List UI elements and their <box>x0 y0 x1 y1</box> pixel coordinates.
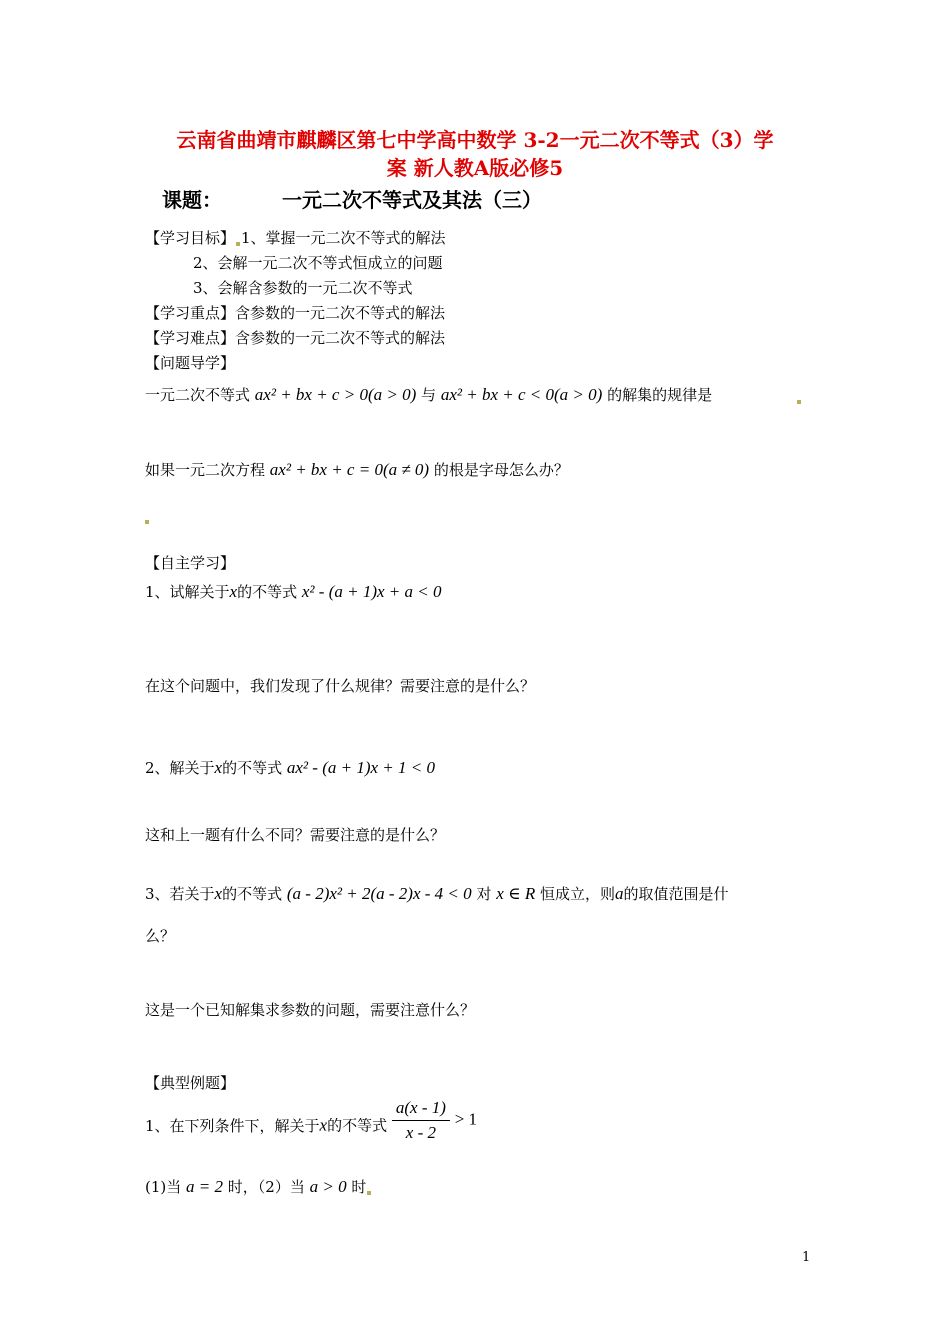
condition-tail: 时 <box>351 1178 367 1196</box>
marker-dot <box>236 242 240 246</box>
document-title-line2: 案 新人教A版必修5 <box>386 156 564 180</box>
focus-label: 【学习重点】 <box>145 304 236 322</box>
guide-q1-tail: 的解集的规律是 <box>607 386 713 404</box>
quadratic-equation: ax² + bx + c = 0(a ≠ 0) <box>269 460 430 479</box>
difficulty-line <box>145 328 445 348</box>
marker-dot <box>797 400 801 404</box>
problem-2 <box>145 758 435 778</box>
guide-q2-text: 如果一元二次方程 <box>145 461 266 479</box>
variable-x: x <box>229 582 238 601</box>
fraction-denominator: x - 2 <box>405 1123 437 1142</box>
course-label: 课题： <box>162 188 222 212</box>
examples-label: 【典型例题】 <box>145 1074 236 1092</box>
problem-1-text-b: 的不等式 <box>237 583 298 601</box>
problem-1-question: 在这个问题中，我们发现了什么规律？需要注意的是什么？ <box>145 677 536 695</box>
self-study-label: 【自主学习】 <box>145 554 236 572</box>
problem-2-inequality: ax² - (a + 1)x + 1 < 0 <box>286 758 435 777</box>
example-1-text: 1、在下列条件下，解关于 <box>145 1116 320 1135</box>
domain-condition: x ∈ R <box>496 884 536 903</box>
problem-3 <box>145 884 729 904</box>
example-1-conditions <box>145 1177 372 1197</box>
document-title-line1: 云南省曲靖市麒麟区第七中学高中数学 3-2一元二次不等式（3）学 <box>176 128 774 152</box>
variable-a: a <box>615 884 624 903</box>
condition-2: a > 0 <box>309 1177 347 1196</box>
example-1 <box>145 1098 477 1143</box>
difficulty-label: 【学习难点】 <box>145 329 236 347</box>
problem-3-inequality: (a - 2)x² + 2(a - 2)x - 4 < 0 <box>286 884 472 903</box>
page-number: 1 <box>802 1250 811 1265</box>
problem-3-text-c: 对 <box>476 885 492 903</box>
problem-1 <box>145 582 441 602</box>
guide-label: 【问题导学】 <box>145 354 236 372</box>
problem-3-question: 这是一个已知解集求参数的问题，需要注意什么？ <box>145 1001 476 1019</box>
rational-inequality-fraction <box>392 1098 450 1143</box>
problem-3-text: 3、若关于 <box>145 885 215 903</box>
problem-2-text: 2、解关于 <box>145 759 215 777</box>
problem-1-inequality: x² - (a + 1)x + a < 0 <box>301 582 442 601</box>
condition-1-label: (1)当 <box>145 1178 182 1196</box>
guide-question-2 <box>145 460 569 480</box>
example-1-text-b: 的不等式 <box>327 1116 388 1135</box>
focus-text: 含参数的一元二次不等式的解法 <box>235 304 446 322</box>
marker-dot <box>145 520 149 524</box>
problem-3-text-e: 的取值范围是什 <box>623 885 729 903</box>
guide-q2-tail: 的根是字母怎么办？ <box>433 461 569 479</box>
course-heading <box>162 184 542 213</box>
goals-label: 【学习目标】 <box>145 229 236 247</box>
variable-x: x <box>214 758 223 777</box>
goals-line1 <box>145 228 446 248</box>
goal-item-2: 2、会解一元二次不等式恒成立的问题 <box>193 254 443 272</box>
course-name: 一元二次不等式及其法（三） <box>282 188 542 212</box>
focus-line <box>145 303 445 323</box>
variable-x: x <box>319 1115 328 1135</box>
fraction-numerator: a(x - 1) <box>392 1098 450 1121</box>
goal-item-3: 3、会解含参数的一元二次不等式 <box>193 279 413 297</box>
problem-3-continuation: 么？ <box>145 927 176 945</box>
variable-x: x <box>214 884 223 903</box>
condition-2-label: 时，（2）当 <box>227 1178 305 1196</box>
guide-question-1 <box>145 385 712 405</box>
problem-1-text: 1、试解关于 <box>145 583 230 601</box>
marker-dot <box>367 1191 371 1195</box>
problem-2-text-b: 的不等式 <box>222 759 283 777</box>
guide-q1-text: 一元二次不等式 <box>145 386 251 404</box>
condition-1: a = 2 <box>186 1177 224 1196</box>
difficulty-text: 含参数的一元二次不等式的解法 <box>235 329 446 347</box>
fraction-rhs: > 1 <box>454 1109 478 1129</box>
guide-q1-joiner: 与 <box>421 386 437 404</box>
problem-3-text-d: 恒成立，则 <box>540 885 616 903</box>
goal-item-1: 1、掌握一元二次不等式的解法 <box>241 229 446 247</box>
inequality-lt: ax² + bx + c < 0(a > 0) <box>440 385 603 404</box>
problem-2-question: 这和上一题有什么不同？需要注意的是什么？ <box>145 826 446 844</box>
problem-3-text-b: 的不等式 <box>222 885 283 903</box>
inequality-gt: ax² + bx + c > 0(a > 0) <box>254 385 417 404</box>
